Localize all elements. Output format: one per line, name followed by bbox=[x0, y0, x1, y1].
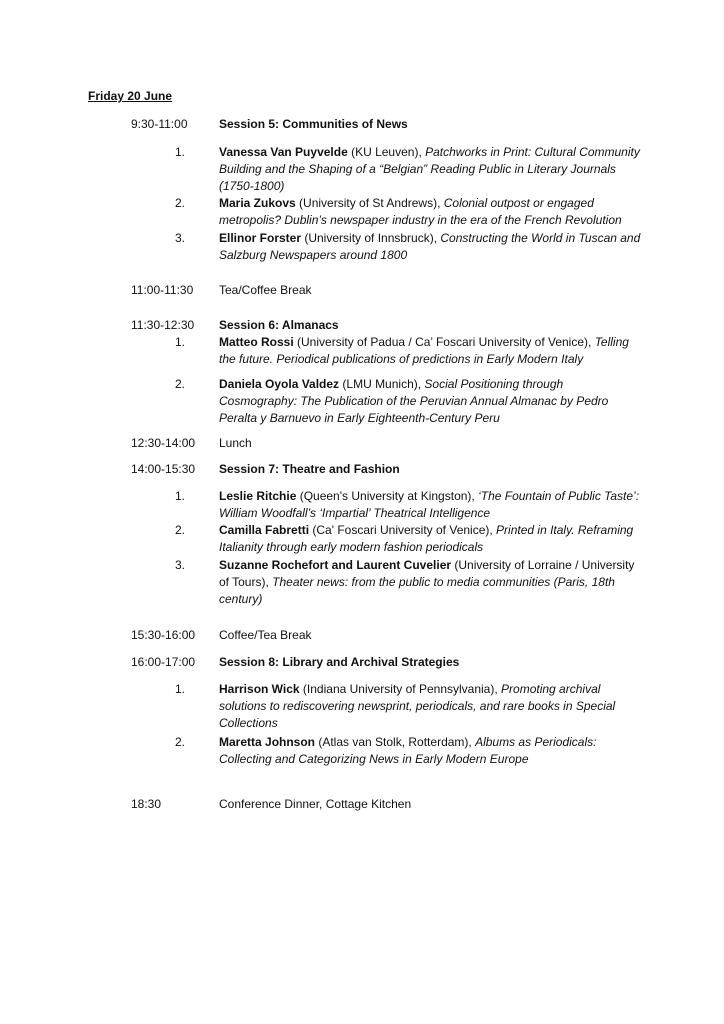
talk-text bbox=[219, 557, 644, 608]
talk-affiliation: (University of Innsbruck), bbox=[301, 231, 441, 245]
talk-text bbox=[219, 488, 644, 522]
talk-affiliation: (Indiana University of Pennsylvania), bbox=[299, 682, 502, 696]
talk-number: 3. bbox=[175, 231, 186, 245]
talk-title: Albums as Periodicals: Collecting and Categorizing News in Early Modern Europe bbox=[219, 735, 597, 766]
talk-text bbox=[219, 334, 644, 368]
talk-title: Patchworks in Print: Cultural Community Building and the Shaping of a “Belgian” Reading Public in Literary Journals (1750-1800) bbox=[219, 145, 640, 193]
talk-affiliation: (KU Leuven), bbox=[347, 145, 426, 159]
talk-speaker: Suzanne Rochefort and Laurent Cuvelier bbox=[219, 558, 452, 572]
talk-title: Colonial outpost or engaged metropolis? Dublin’s newspaper industry in the era of the French Revolution bbox=[219, 196, 622, 227]
talk-affiliation: (Queen's University at Kingston), bbox=[296, 489, 479, 503]
break-time: 11:00-11:30 bbox=[131, 283, 194, 297]
talk-affiliation: (Ca' Foscari University of Venice), bbox=[309, 523, 497, 537]
talk-speaker: Maretta Johnson bbox=[219, 735, 316, 749]
talk-speaker: Leslie Ritchie bbox=[219, 489, 297, 503]
talk-affiliation: (LMU Munich), bbox=[339, 377, 425, 391]
session-time: 14:00-15:30 bbox=[131, 462, 196, 476]
talk-title: Telling the future. Periodical publications of predictions in Early Modern Italy bbox=[219, 335, 629, 366]
session-time: 11:30-12:30 bbox=[131, 318, 195, 332]
talk-speaker: Daniela Oyola Valdez bbox=[219, 377, 340, 391]
session-time: 9:30-11:00 bbox=[131, 117, 188, 131]
talk-title: Printed in Italy. Reframing Italianity through early modern fashion periodicals bbox=[219, 523, 634, 554]
talk-speaker: Vanessa Van Puyvelde bbox=[219, 145, 348, 159]
talk-speaker: Camilla Fabretti bbox=[219, 523, 310, 537]
talk-number: 1. bbox=[175, 145, 186, 159]
break-label: Coffee/Tea Break bbox=[219, 628, 312, 642]
session-title: Session 5: Communities of News bbox=[219, 117, 408, 131]
break-label: Tea/Coffee Break bbox=[219, 283, 312, 297]
session-title: Session 6: Almanacs bbox=[219, 318, 339, 332]
talk-title: ‘The Fountain of Public Taste’: William Woodfall’s ‘Impartial’ Theatrical Intelligence bbox=[219, 489, 640, 520]
break-time: 12:30-14:00 bbox=[131, 436, 196, 450]
talk-number: 2. bbox=[175, 377, 186, 391]
talk-affiliation: (Atlas van Stolk, Rotterdam), bbox=[315, 735, 476, 749]
talk-number: 1. bbox=[175, 489, 186, 503]
break-label: Conference Dinner, Cottage Kitchen bbox=[219, 797, 412, 811]
talk-speaker: Harrison Wick bbox=[219, 682, 300, 696]
talk-text bbox=[219, 681, 644, 732]
talk-affiliation: (University of Lorraine / University of Tours), bbox=[219, 558, 635, 589]
talk-text bbox=[219, 195, 644, 229]
talk-title: Theater news: from the public to media communities (Paris, 18th century) bbox=[219, 575, 615, 606]
talk-number: 1. bbox=[175, 682, 186, 696]
break-time: 18:30 bbox=[131, 797, 162, 811]
break-label: Lunch bbox=[219, 436, 252, 450]
session-title: Session 8: Library and Archival Strategies bbox=[219, 655, 460, 669]
talk-text bbox=[219, 734, 644, 768]
talk-text bbox=[219, 376, 644, 427]
talk-number: 2. bbox=[175, 735, 186, 749]
talk-number: 1. bbox=[175, 335, 186, 349]
day-title: Friday 20 June bbox=[88, 89, 173, 103]
session-title: Session 7: Theatre and Fashion bbox=[219, 462, 400, 476]
talk-title: Promoting archival solutions to rediscovering newsprint, periodicals, and rare books in Special Collections bbox=[219, 682, 616, 730]
talk-title: Constructing the World in Tuscan and Salzburg Newspapers around 1800 bbox=[219, 231, 641, 262]
talk-text bbox=[219, 230, 644, 264]
talk-text bbox=[219, 144, 644, 195]
talk-speaker: Maria Zukovs bbox=[219, 196, 296, 210]
talk-speaker: Matteo Rossi bbox=[219, 335, 294, 349]
talk-text bbox=[219, 522, 644, 556]
talk-speaker: Ellinor Forster bbox=[219, 231, 302, 245]
talk-affiliation: (University of Padua / Ca’ Foscari University of Venice), bbox=[293, 335, 595, 349]
talk-number: 3. bbox=[175, 558, 186, 572]
talk-affiliation: (University of St Andrews), bbox=[295, 196, 444, 210]
talk-number: 2. bbox=[175, 523, 186, 537]
break-time: 15:30-16:00 bbox=[131, 628, 196, 642]
session-time: 16:00-17:00 bbox=[131, 655, 196, 669]
talk-number: 2. bbox=[175, 196, 186, 210]
talk-title: Social Positioning through Cosmography: The Publication of the Peruvian Annual Almanac by Pedro Peralta y Barnuevo in Early Eighteenth-Century Peru bbox=[219, 377, 609, 425]
